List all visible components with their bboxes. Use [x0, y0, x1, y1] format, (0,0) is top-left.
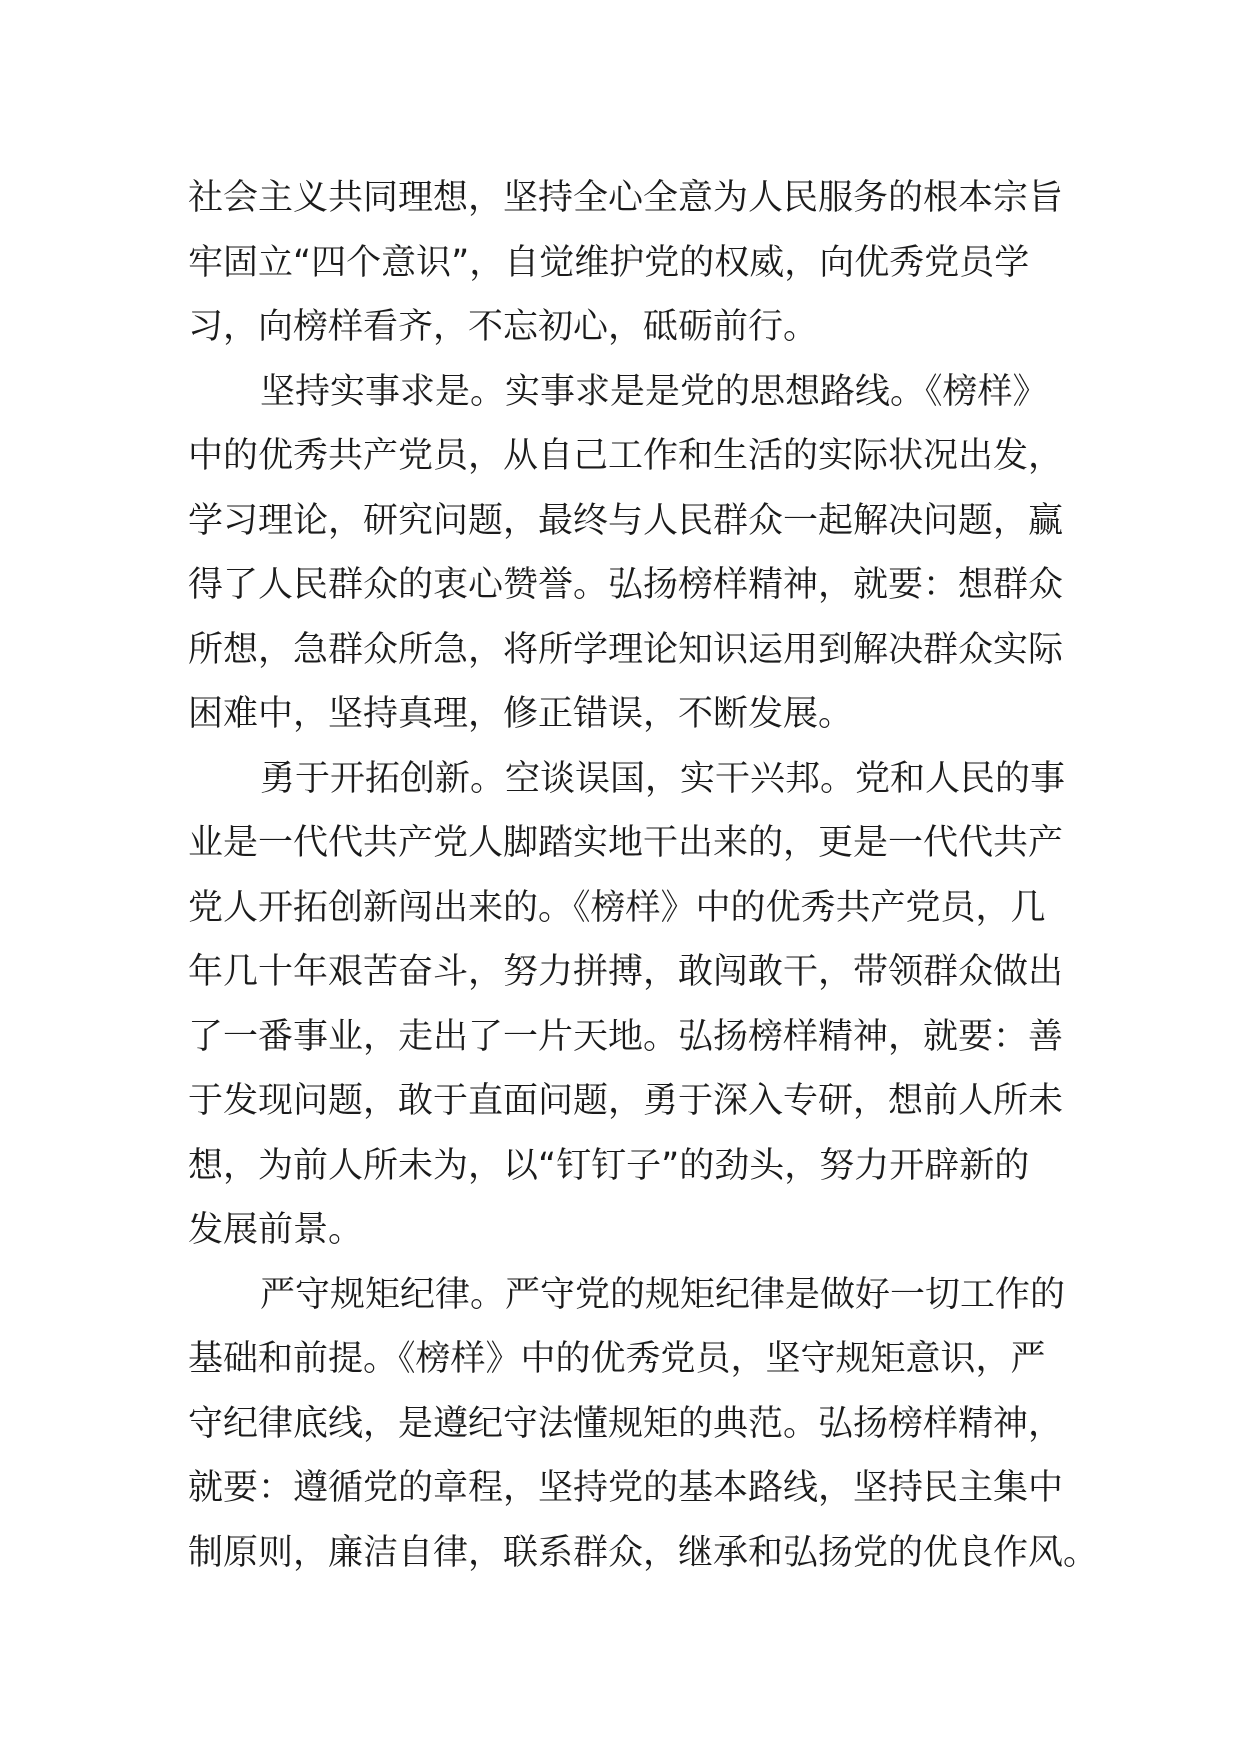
- text-line: 中的优秀共产党员，从自己工作和生活的实际状况出发，: [188, 436, 1064, 476]
- text-line: 基础和前提。《榜样》中的优秀党员，坚守规矩意识，严: [188, 1339, 1046, 1379]
- text-line: 于发现问题，敢于直面问题，勇于深入专研，想前人所未: [188, 1081, 1064, 1121]
- text-line: 学习理论，研究问题，最终与人民群众一起解决问题，赢: [188, 500, 1064, 541]
- text-line: 了一番事业，走出了一片天地。弘扬榜样精神，就要：善: [188, 1016, 1064, 1057]
- text-line: 守纪律底线，是遵纪守法懂规矩的典范。弘扬榜样精神，: [188, 1403, 1064, 1444]
- text-line: 业是一代代共产党人脚踏实地干出来的，更是一代代共产: [188, 823, 1064, 863]
- text-line: 年几十年艰苦奋斗，努力拼搏，敢闯敢干，带领群众做出: [188, 952, 1064, 992]
- paragraph-first-line: 坚持实事求是。实事求是是党的思想路线。《榜样》: [260, 371, 1048, 412]
- text-line: 习，向榜样看齐，不忘初心，砥砺前行。: [188, 307, 819, 347]
- text-line: 所想，急群众所急，将所学理论知识运用到解决群众实际: [188, 629, 1064, 670]
- paragraph-first-line: 严守规矩纪律。严守党的规矩纪律是做好一切工作的: [260, 1274, 1066, 1315]
- text-line: 牢固立“四个意识”，自觉维护党的权威，向优秀党员学: [188, 242, 1030, 283]
- body-text: [188, 166, 1099, 1585]
- text-line: 想，为前人所未为，以“钉钉子”的劲头，努力开辟新的: [188, 1145, 1030, 1186]
- text-line: 困难中，坚持真理，修正错误，不断发展。: [188, 694, 854, 734]
- text-line: 发展前景。: [188, 1210, 364, 1250]
- text-line: 得了人民群众的衷心赞誉。弘扬榜样精神，就要：想群众: [188, 565, 1064, 605]
- text-line: 社会主义共同理想，坚持全心全意为人民服务的根本宗旨: [188, 178, 1064, 218]
- text-line: 就要：遵循党的章程，坚持党的基本路线，坚持民主集中: [188, 1468, 1064, 1508]
- text-line: 制原则，廉洁自律，联系群众，继承和弘扬党的优良作风。: [188, 1532, 1099, 1573]
- text-line: 党人开拓创新闯出来的。《榜样》中的优秀共产党员，几: [188, 887, 1046, 928]
- paragraph-first-line: 勇于开拓创新。空谈误国，实干兴邦。党和人民的事: [260, 758, 1066, 799]
